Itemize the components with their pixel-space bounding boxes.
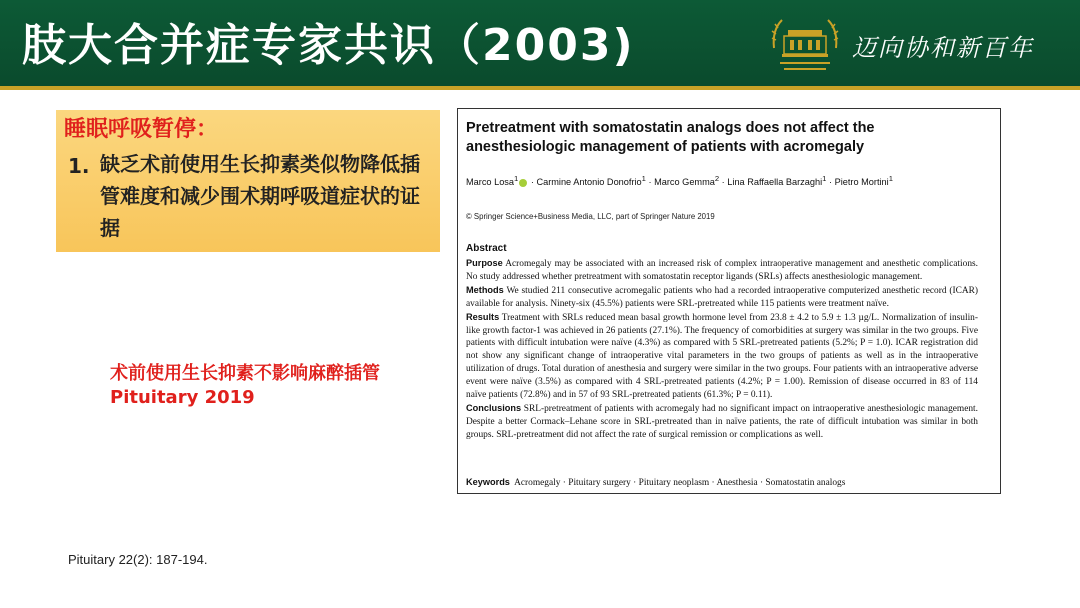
abstract-body	[466, 257, 978, 442]
paper-authors: Marco Losa$^1$ · Carmine Antonio Donofrio$^1$ · Marco Gemma$^2$ · Lina Raffaella Barzaghi$^1$ · Pietro Mortini$^1$	[466, 174, 893, 188]
author-name: Marco Gemma	[654, 177, 715, 188]
author-name: Lina Raffaella Barzaghi	[727, 177, 823, 188]
header-band	[0, 0, 1080, 90]
callout-item-number: 1.	[68, 154, 90, 178]
author-name: Pietro Mortini	[834, 177, 889, 188]
highlight-note-line2: Pituitary 2019	[110, 387, 255, 408]
section-text: We studied 211 consecutive acromegalic patients who had a recorded intraoperative computerized anesthetic record (ICAR) available for analysis. Ninety-six (45.5%) patients were SRL-pretreated while 115 patients were treatment naïve.	[466, 285, 978, 309]
slogan: 迈向协和新百年	[852, 34, 1034, 62]
paper-title: Pretreatment with somatostatin analogs does not affect the anesthesiologic management of patients with acromegaly	[466, 120, 875, 155]
section-label: Results	[466, 311, 500, 322]
author-affiliation: 1	[641, 174, 646, 183]
author-name: Carmine Antonio Donofrio	[536, 177, 642, 188]
section-label: Purpose	[466, 258, 503, 268]
slide-title: 肢大合并症专家共识（2003)	[22, 20, 635, 71]
section-label: Methods	[466, 284, 504, 295]
abstract-section	[466, 311, 978, 402]
keywords-text: Acromegaly · Pituitary surgery · Pituitary neoplasm · Anesthesia · Somatostatin analogs	[514, 478, 846, 488]
abstract-section	[466, 284, 978, 311]
author-affiliation: 1	[822, 174, 827, 183]
citation: Pituitary 22(2): 187-194.	[68, 552, 208, 567]
callout-box	[56, 110, 440, 252]
abstract-section	[466, 257, 978, 284]
keywords-label: Keywords	[466, 477, 510, 487]
author-affiliation: 1	[888, 174, 893, 183]
paper-excerpt	[457, 108, 1001, 494]
highlight-note-line1: 术前使用生长抑素不影响麻醉插管	[110, 363, 380, 384]
section-label: Conclusions	[466, 402, 522, 413]
highlight-note	[110, 362, 380, 410]
section-text: Treatment with SRLs reduced mean basal growth hormone level from 23.8 ± 4.2 to 5.9 ± 1.3 µg/L. Normalization of insulin-like growth factor-1 was achieved in 26 patients (27.1%). The frequency of comorbidities at surgery was similar in the two groups. Five patients with difficult intubation were naïve (4.3%) as compared with 5 SRL-pretreated patients (5.2%; P = 1.0). ICAR registration did not show any significant change of intraoperative vital parameters in the two groups of patients as well as in the intraoperative utilization of drugs. Total duration of anesthesia and surgery were similar in the two groups. Four patients with an intraoperative adverse event were naïve (3.5%) as compared with 4 SRL-pretreated patients (4.2%; P = 1.00). Remission of disease occurred in 83 of 114 naïve patients (72.8%) and in 57 of 93 SRL-pretreated patients (61.3%; P = 0.11).	[466, 312, 978, 401]
orcid-icon	[519, 179, 527, 187]
section-text: Acromegaly may be associated with an increased risk of complex intraoperative management and anesthetic complications. No study addressed whether pretreatment with somatostatin receptor ligands (SRLs) affects anesthesiologic management.	[466, 259, 978, 282]
callout-heading: 睡眠呼吸暂停：	[64, 117, 219, 142]
paper-keywords	[466, 477, 986, 488]
abstract-heading: Abstract	[466, 243, 507, 254]
callout-item-text: 缺乏术前使用生长抑素类似物降低插管难度和减少围术期呼吸道症状的证据	[100, 152, 420, 240]
hospital-logo-icon	[768, 10, 842, 80]
author-affiliation: 2	[714, 174, 720, 183]
paper-copyright: © Springer Science+Business Media, LLC, part of Springer Nature 2019	[466, 212, 715, 221]
author-name: Marco Losa	[466, 177, 515, 188]
abstract-section	[466, 402, 978, 442]
section-text: SRL-pretreatment of patients with acromegaly had no significant impact on intraoperative anesthesiologic management. Despite a better Cormack–Lehane score in SRL-pretreated than in naïve patients, the rate of difficult intubation was similar in both groups. SRL-pretreatment did not affect the rate of surgical remission or complications as well.	[466, 403, 979, 440]
header-divider	[0, 86, 1080, 90]
author-affiliation: 1	[514, 174, 519, 183]
